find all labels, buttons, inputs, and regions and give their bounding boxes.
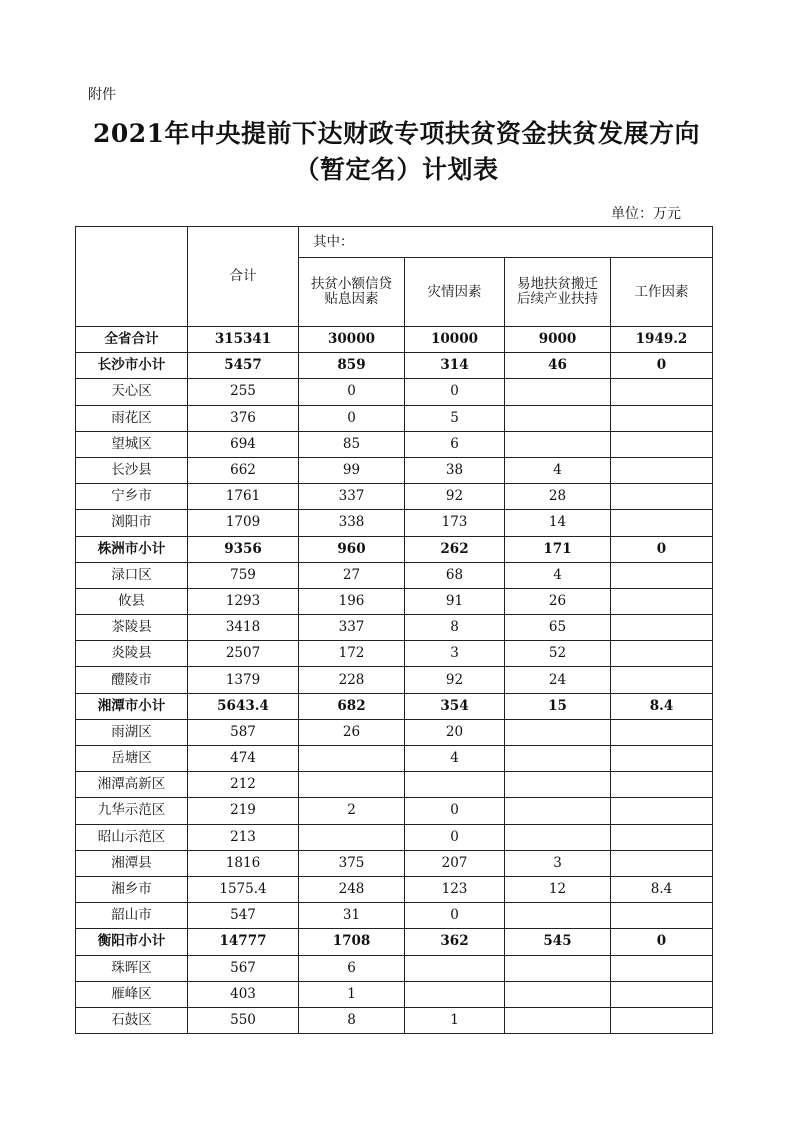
relocation-cell: 65 — [505, 615, 611, 641]
region-cell: 醴陵市 — [76, 667, 188, 693]
header-col-loan-interest-line2: 贴息因素 — [324, 291, 379, 307]
disaster-cell: 314 — [405, 353, 505, 379]
region-cell: 宁乡市 — [76, 484, 188, 510]
region-cell: 天心区 — [76, 379, 188, 405]
relocation-cell: 15 — [505, 693, 611, 719]
total-cell: 213 — [188, 824, 299, 850]
loan-interest-cell: 0 — [299, 379, 405, 405]
page-subtitle: （暂定名）计划表 — [294, 155, 499, 184]
loan-interest-cell: 228 — [299, 667, 405, 693]
total-cell: 5457 — [188, 353, 299, 379]
header-of-which: 其中： — [299, 227, 713, 258]
disaster-cell — [405, 772, 505, 798]
subtotal-row — [76, 929, 713, 955]
total-cell: 474 — [188, 746, 299, 772]
loan-interest-cell: 337 — [299, 484, 405, 510]
loan-interest-cell: 30000 — [299, 327, 405, 353]
total-cell: 1761 — [188, 484, 299, 510]
relocation-cell — [505, 746, 611, 772]
subtotal-row — [76, 327, 713, 353]
total-cell: 219 — [188, 798, 299, 824]
unit-label: 单位：万元 — [611, 206, 681, 222]
disaster-cell: 5 — [405, 405, 505, 431]
table-row — [76, 641, 713, 667]
disaster-cell: 0 — [405, 824, 505, 850]
relocation-cell: 52 — [505, 641, 611, 667]
total-cell: 1709 — [188, 510, 299, 536]
region-cell: 昭山示范区 — [76, 824, 188, 850]
disaster-cell: 6 — [405, 431, 505, 457]
loan-interest-cell: 8 — [299, 1007, 405, 1033]
region-cell: 株洲市小计 — [76, 536, 188, 562]
header-col-loan-interest-line1: 扶贫小额信贷 — [311, 276, 392, 292]
relocation-cell — [505, 772, 611, 798]
work-cell — [611, 641, 713, 667]
loan-interest-cell — [299, 824, 405, 850]
work-cell: 0 — [611, 536, 713, 562]
relocation-cell — [505, 1007, 611, 1033]
table-row — [76, 379, 713, 405]
subtotal-row — [76, 693, 713, 719]
header-col-relocation-line2: 后续产业扶持 — [517, 291, 598, 307]
region-cell: 雁峰区 — [76, 981, 188, 1007]
header-col-relocation — [505, 258, 611, 327]
table-row — [76, 876, 713, 902]
disaster-cell: 20 — [405, 719, 505, 745]
region-cell: 炎陵县 — [76, 641, 188, 667]
table-row — [76, 1007, 713, 1033]
total-cell: 1575.4 — [188, 876, 299, 902]
disaster-cell: 362 — [405, 929, 505, 955]
header-col-disaster: 灾情因素 — [405, 258, 505, 327]
relocation-cell — [505, 431, 611, 457]
work-cell — [611, 562, 713, 588]
relocation-cell: 12 — [505, 876, 611, 902]
loan-interest-cell — [299, 746, 405, 772]
table-row — [76, 746, 713, 772]
total-cell: 2507 — [188, 641, 299, 667]
table-row — [76, 667, 713, 693]
header-col-work: 工作因素 — [611, 258, 713, 327]
disaster-cell: 123 — [405, 876, 505, 902]
loan-interest-cell: 859 — [299, 353, 405, 379]
disaster-cell: 92 — [405, 667, 505, 693]
disaster-cell: 3 — [405, 641, 505, 667]
region-cell: 长沙县 — [76, 457, 188, 483]
disaster-cell: 92 — [405, 484, 505, 510]
loan-interest-cell: 337 — [299, 615, 405, 641]
total-cell: 5643.4 — [188, 693, 299, 719]
relocation-cell: 4 — [505, 562, 611, 588]
loan-interest-cell: 338 — [299, 510, 405, 536]
work-cell — [611, 457, 713, 483]
loan-interest-cell: 196 — [299, 588, 405, 614]
total-cell: 587 — [188, 719, 299, 745]
work-cell — [611, 431, 713, 457]
total-cell: 9356 — [188, 536, 299, 562]
work-cell — [611, 588, 713, 614]
disaster-cell: 0 — [405, 798, 505, 824]
plan-table — [75, 226, 713, 1034]
table-row — [76, 562, 713, 588]
table-row — [76, 405, 713, 431]
header-blank-cell — [76, 227, 188, 327]
region-cell: 湘潭高新区 — [76, 772, 188, 798]
loan-interest-cell: 99 — [299, 457, 405, 483]
region-cell: 九华示范区 — [76, 798, 188, 824]
relocation-cell: 171 — [505, 536, 611, 562]
header-row-1 — [76, 227, 713, 258]
work-cell — [611, 1007, 713, 1033]
relocation-cell — [505, 719, 611, 745]
relocation-cell — [505, 405, 611, 431]
total-cell: 3418 — [188, 615, 299, 641]
work-cell — [611, 405, 713, 431]
loan-interest-cell: 375 — [299, 850, 405, 876]
region-cell: 岳塘区 — [76, 746, 188, 772]
loan-interest-cell: 85 — [299, 431, 405, 457]
work-cell — [611, 719, 713, 745]
total-cell: 567 — [188, 955, 299, 981]
loan-interest-cell — [299, 772, 405, 798]
table-row — [76, 484, 713, 510]
work-cell: 8.4 — [611, 693, 713, 719]
work-cell — [611, 615, 713, 641]
loan-interest-cell: 31 — [299, 903, 405, 929]
region-cell: 湘乡市 — [76, 876, 188, 902]
table-row — [76, 719, 713, 745]
header-total: 合计 — [188, 227, 299, 327]
loan-interest-cell: 682 — [299, 693, 405, 719]
header-col-relocation-line1: 易地扶贫搬迁 — [517, 276, 598, 292]
disaster-cell: 1 — [405, 1007, 505, 1033]
table-row — [76, 510, 713, 536]
relocation-cell — [505, 824, 611, 850]
disaster-cell — [405, 981, 505, 1007]
disaster-cell — [405, 955, 505, 981]
total-cell: 255 — [188, 379, 299, 405]
total-cell: 14777 — [188, 929, 299, 955]
disaster-cell: 8 — [405, 615, 505, 641]
table-row — [76, 955, 713, 981]
relocation-cell — [505, 903, 611, 929]
disaster-cell: 0 — [405, 903, 505, 929]
table-row — [76, 588, 713, 614]
total-cell: 759 — [188, 562, 299, 588]
disaster-cell: 10000 — [405, 327, 505, 353]
work-cell: 8.4 — [611, 876, 713, 902]
disaster-cell: 91 — [405, 588, 505, 614]
table-row — [76, 457, 713, 483]
total-cell: 376 — [188, 405, 299, 431]
region-cell: 韶山市 — [76, 903, 188, 929]
page-title: 2021年中央提前下达财政专项扶贫资金扶贫发展方向 — [92, 119, 701, 148]
region-cell: 望城区 — [76, 431, 188, 457]
region-cell: 茶陵县 — [76, 615, 188, 641]
work-cell — [611, 850, 713, 876]
region-cell: 攸县 — [76, 588, 188, 614]
disaster-cell: 0 — [405, 379, 505, 405]
attachment-label: 附件 — [88, 87, 116, 103]
loan-interest-cell: 2 — [299, 798, 405, 824]
region-cell: 湘潭县 — [76, 850, 188, 876]
loan-interest-cell: 248 — [299, 876, 405, 902]
region-cell: 衡阳市小计 — [76, 929, 188, 955]
relocation-cell — [505, 981, 611, 1007]
relocation-cell — [505, 379, 611, 405]
disaster-cell: 207 — [405, 850, 505, 876]
disaster-cell: 354 — [405, 693, 505, 719]
loan-interest-cell: 27 — [299, 562, 405, 588]
relocation-cell: 14 — [505, 510, 611, 536]
work-cell — [611, 798, 713, 824]
relocation-cell: 28 — [505, 484, 611, 510]
subtotal-row — [76, 536, 713, 562]
relocation-cell: 545 — [505, 929, 611, 955]
subtotal-row — [76, 353, 713, 379]
region-cell: 浏阳市 — [76, 510, 188, 536]
disaster-cell: 68 — [405, 562, 505, 588]
disaster-cell: 4 — [405, 746, 505, 772]
table-row — [76, 772, 713, 798]
relocation-cell: 3 — [505, 850, 611, 876]
relocation-cell: 24 — [505, 667, 611, 693]
region-cell: 雨湖区 — [76, 719, 188, 745]
total-cell: 403 — [188, 981, 299, 1007]
table-row — [76, 903, 713, 929]
total-cell: 1816 — [188, 850, 299, 876]
total-cell: 550 — [188, 1007, 299, 1033]
loan-interest-cell: 26 — [299, 719, 405, 745]
header-col-loan-interest — [299, 258, 405, 327]
work-cell — [611, 484, 713, 510]
table-row — [76, 615, 713, 641]
work-cell: 0 — [611, 929, 713, 955]
table-row — [76, 824, 713, 850]
disaster-cell: 38 — [405, 457, 505, 483]
total-cell: 1379 — [188, 667, 299, 693]
loan-interest-cell: 0 — [299, 405, 405, 431]
work-cell — [611, 981, 713, 1007]
work-cell — [611, 955, 713, 981]
disaster-cell: 262 — [405, 536, 505, 562]
relocation-cell: 46 — [505, 353, 611, 379]
work-cell: 0 — [611, 353, 713, 379]
work-cell — [611, 510, 713, 536]
disaster-cell: 173 — [405, 510, 505, 536]
work-cell — [611, 379, 713, 405]
region-cell: 渌口区 — [76, 562, 188, 588]
region-cell: 石鼓区 — [76, 1007, 188, 1033]
total-cell: 662 — [188, 457, 299, 483]
loan-interest-cell: 1708 — [299, 929, 405, 955]
region-cell: 雨花区 — [76, 405, 188, 431]
table-row — [76, 981, 713, 1007]
table-row — [76, 431, 713, 457]
region-cell: 珠晖区 — [76, 955, 188, 981]
total-cell: 212 — [188, 772, 299, 798]
table-row — [76, 798, 713, 824]
table-row — [76, 850, 713, 876]
work-cell — [611, 903, 713, 929]
region-cell: 长沙市小计 — [76, 353, 188, 379]
work-cell — [611, 772, 713, 798]
total-cell: 1293 — [188, 588, 299, 614]
total-cell: 315341 — [188, 327, 299, 353]
relocation-cell: 26 — [505, 588, 611, 614]
work-cell: 1949.2 — [611, 327, 713, 353]
work-cell — [611, 746, 713, 772]
region-cell: 湘潭市小计 — [76, 693, 188, 719]
work-cell — [611, 824, 713, 850]
loan-interest-cell: 960 — [299, 536, 405, 562]
relocation-cell — [505, 955, 611, 981]
region-cell: 全省合计 — [76, 327, 188, 353]
work-cell — [611, 667, 713, 693]
loan-interest-cell: 1 — [299, 981, 405, 1007]
total-cell: 547 — [188, 903, 299, 929]
total-cell: 694 — [188, 431, 299, 457]
loan-interest-cell: 172 — [299, 641, 405, 667]
relocation-cell — [505, 798, 611, 824]
loan-interest-cell: 6 — [299, 955, 405, 981]
relocation-cell: 4 — [505, 457, 611, 483]
relocation-cell: 9000 — [505, 327, 611, 353]
